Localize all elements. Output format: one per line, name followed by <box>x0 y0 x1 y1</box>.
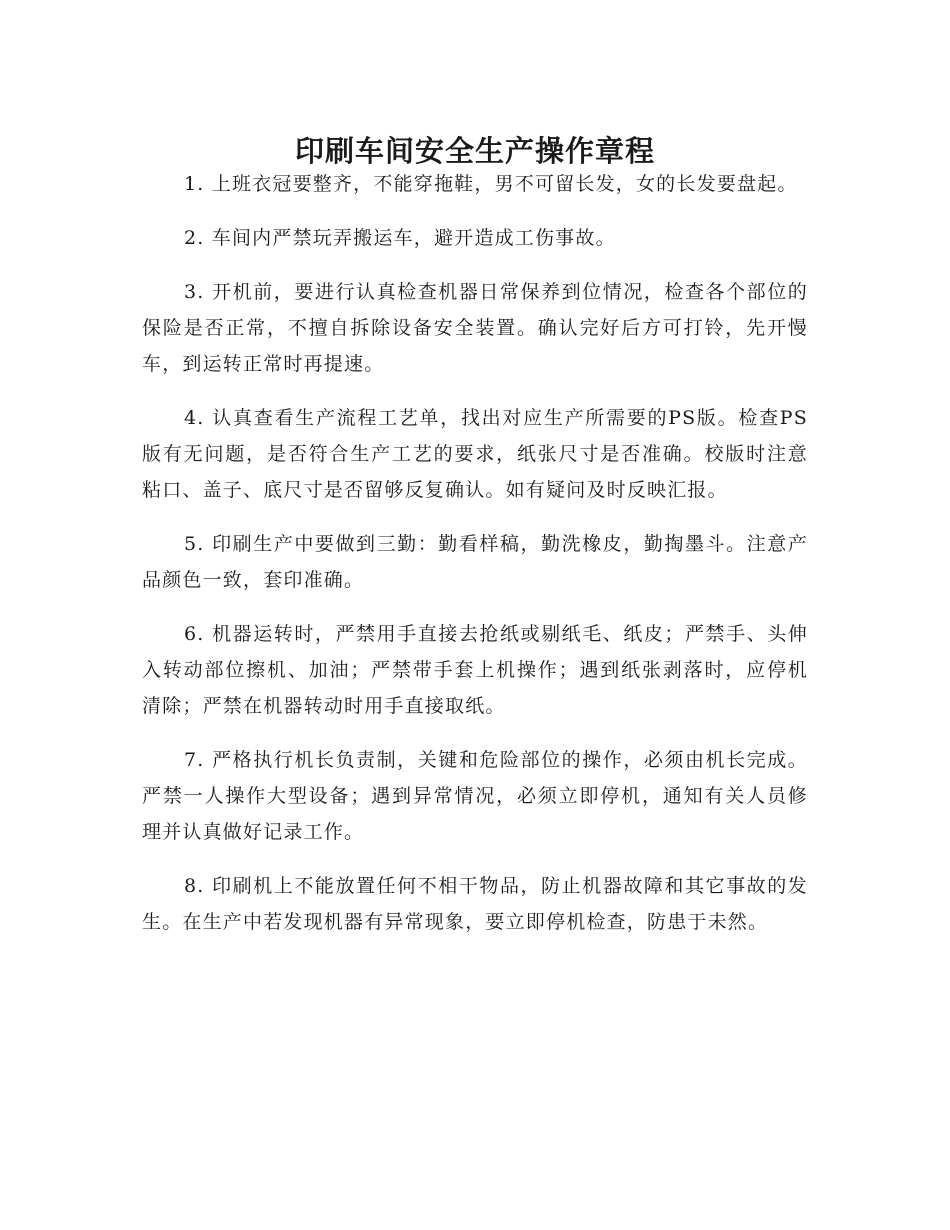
paragraph-4: 4. 认真查看生产流程工艺单，找出对应生产所需要的PS版。检查PS版有无问题，是否符合生产工艺的要求，纸张尺寸是否准确。校版时注意粘口、盖子、底尺寸是否留够反复确认。如有疑问及时反映汇报。 <box>142 407 808 501</box>
page-title: 印刷车间安全生产操作章程 <box>294 134 655 169</box>
paragraph-1: 1. 上班衣冠要整齐，不能穿拖鞋，男不可留长发，女的长发要盘起。 <box>184 173 798 195</box>
paragraph-2: 2. 车间内严禁玩弄搬运车，避开造成工伤事故。 <box>184 227 616 249</box>
paragraph-8: 8. 印刷机上不能放置任何不相干物品，防止机器故障和其它事故的发生。在生产中若发现机器有异常现象，要立即停机检查，防患于未然。 <box>142 875 808 933</box>
document-body <box>142 166 808 958</box>
paragraph-3: 3. 开机前，要进行认真检查机器日常保养到位情况，检查各个部位的保险是否正常，不擅自拆除设备安全装置。确认完好后方可打铃，先开慢车，到运转正常时再提速。 <box>142 281 808 375</box>
paragraph-5: 5. 印刷生产中要做到三勤：勤看样稿，勤洗橡皮，勤掏墨斗。注意产品颜色一致，套印准确。 <box>142 533 808 591</box>
paragraph-6: 6. 机器运转时，严禁用手直接去抢纸或剔纸毛、纸皮；严禁手、头伸入转动部位擦机、加油；严禁带手套上机操作；遇到纸张剥落时，应停机清除；严禁在机器转动时用手直接取纸。 <box>142 623 808 717</box>
paragraph-7: 7. 严格执行机长负责制，关键和危险部位的操作，必须由机长完成。严禁一人操作大型设备；遇到异常情况，必须立即停机，通知有关人员修理并认真做好记录工作。 <box>142 749 808 843</box>
